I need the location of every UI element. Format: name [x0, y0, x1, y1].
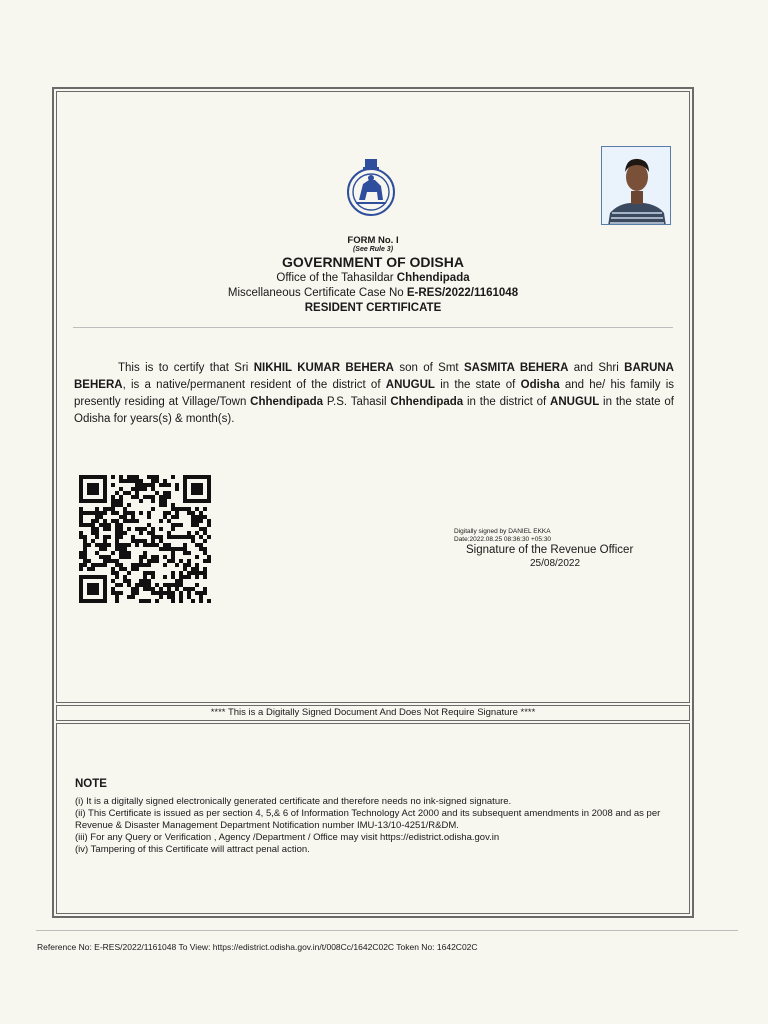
- certificate-body: [74, 360, 674, 428]
- signed-by: Digitally signed by DANIEL EKKA: [454, 528, 551, 535]
- office-place: Chhendipada: [396, 272, 470, 284]
- digital-signature-notice: **** This is a Digitally Signed Document And Does Not Require Signature ****: [56, 705, 690, 721]
- digital-signature-meta: [454, 528, 551, 544]
- qr-code-icon: [79, 475, 211, 603]
- signature-title: Signature of the Revenue Officer: [466, 544, 634, 556]
- state-name: Odisha: [520, 379, 560, 391]
- body-text: and Shri: [568, 362, 625, 374]
- signature-date: 25/08/2022: [530, 558, 581, 569]
- body-text: This is to certify that Sri: [118, 362, 254, 374]
- case-prefix: Miscellaneous Certificate Case No: [227, 287, 407, 299]
- signed-date: Date:2022.08.25 08:36:30 +05:30: [454, 536, 552, 543]
- mother-name: SASMITA BEHERA: [464, 362, 569, 374]
- odisha-emblem-icon: [345, 158, 397, 220]
- office-line: [120, 271, 626, 286]
- certificate-header: [120, 235, 626, 316]
- office-prefix: Office of the Tahasildar: [276, 272, 397, 284]
- note-item: (iii) For any Query or Verification , Agency /Department / Office may visit https://edistrict.odisha.gov.in: [75, 832, 500, 843]
- body-text: and he/ his family is presently residing at Village/Town: [74, 379, 675, 408]
- case-number: E-RES/2022/1161048: [406, 287, 519, 299]
- body-text: in the district of: [463, 396, 551, 408]
- footer-divider: [36, 930, 738, 931]
- header-divider: [73, 327, 673, 328]
- body-text: , is a native/permanent resident of the district of: [122, 379, 386, 391]
- see-rule-note: (See Rule 3): [352, 246, 394, 253]
- body-text: son of Smt: [393, 362, 464, 374]
- note-heading: NOTE: [75, 778, 107, 790]
- government-title: GOVERNMENT OF ODISHA: [281, 254, 464, 270]
- body-text: P.S. Tahasil: [323, 396, 391, 408]
- applicant-photo: [601, 146, 671, 225]
- certificate-title: RESIDENT CERTIFICATE: [304, 302, 442, 314]
- body-text: in the state of: [434, 379, 521, 391]
- district-name: ANUGUL: [385, 379, 435, 391]
- tahasil-name: Chhendipada: [390, 396, 464, 408]
- village-name: Chhendipada: [250, 396, 324, 408]
- father-name: BARUNA BEHERA: [74, 362, 674, 391]
- note-list: [75, 796, 680, 856]
- note-item: (i) It is a digitally signed electronically generated certificate and therefore needs no ink-signed signature.: [75, 796, 512, 807]
- reference-line: Reference No: E-RES/2022/1161048 To View: https://edistrict.odisha.gov.in/t/008Cc/1642C02C Token No: 1642C02C: [37, 942, 478, 952]
- applicant-name: NIKHIL KUMAR BEHERA: [253, 362, 394, 374]
- body-text: in the state of Odisha for years(s) & month(s).: [74, 396, 674, 425]
- form-number: FORM No. I: [347, 235, 399, 246]
- note-item: (ii) This Certificate is issued as per section 4, 5,& 6 of Information Technology Act 2000 and its subsequent amendments in 2008 and as per Revenue & Disaster Management Department Notification number IMU-13/10-4251/R&DM.: [75, 808, 661, 831]
- district-name: ANUGUL: [550, 396, 600, 408]
- note-item: (iv) Tampering of this Certificate will attract penal action.: [75, 844, 310, 855]
- case-line: [120, 286, 626, 301]
